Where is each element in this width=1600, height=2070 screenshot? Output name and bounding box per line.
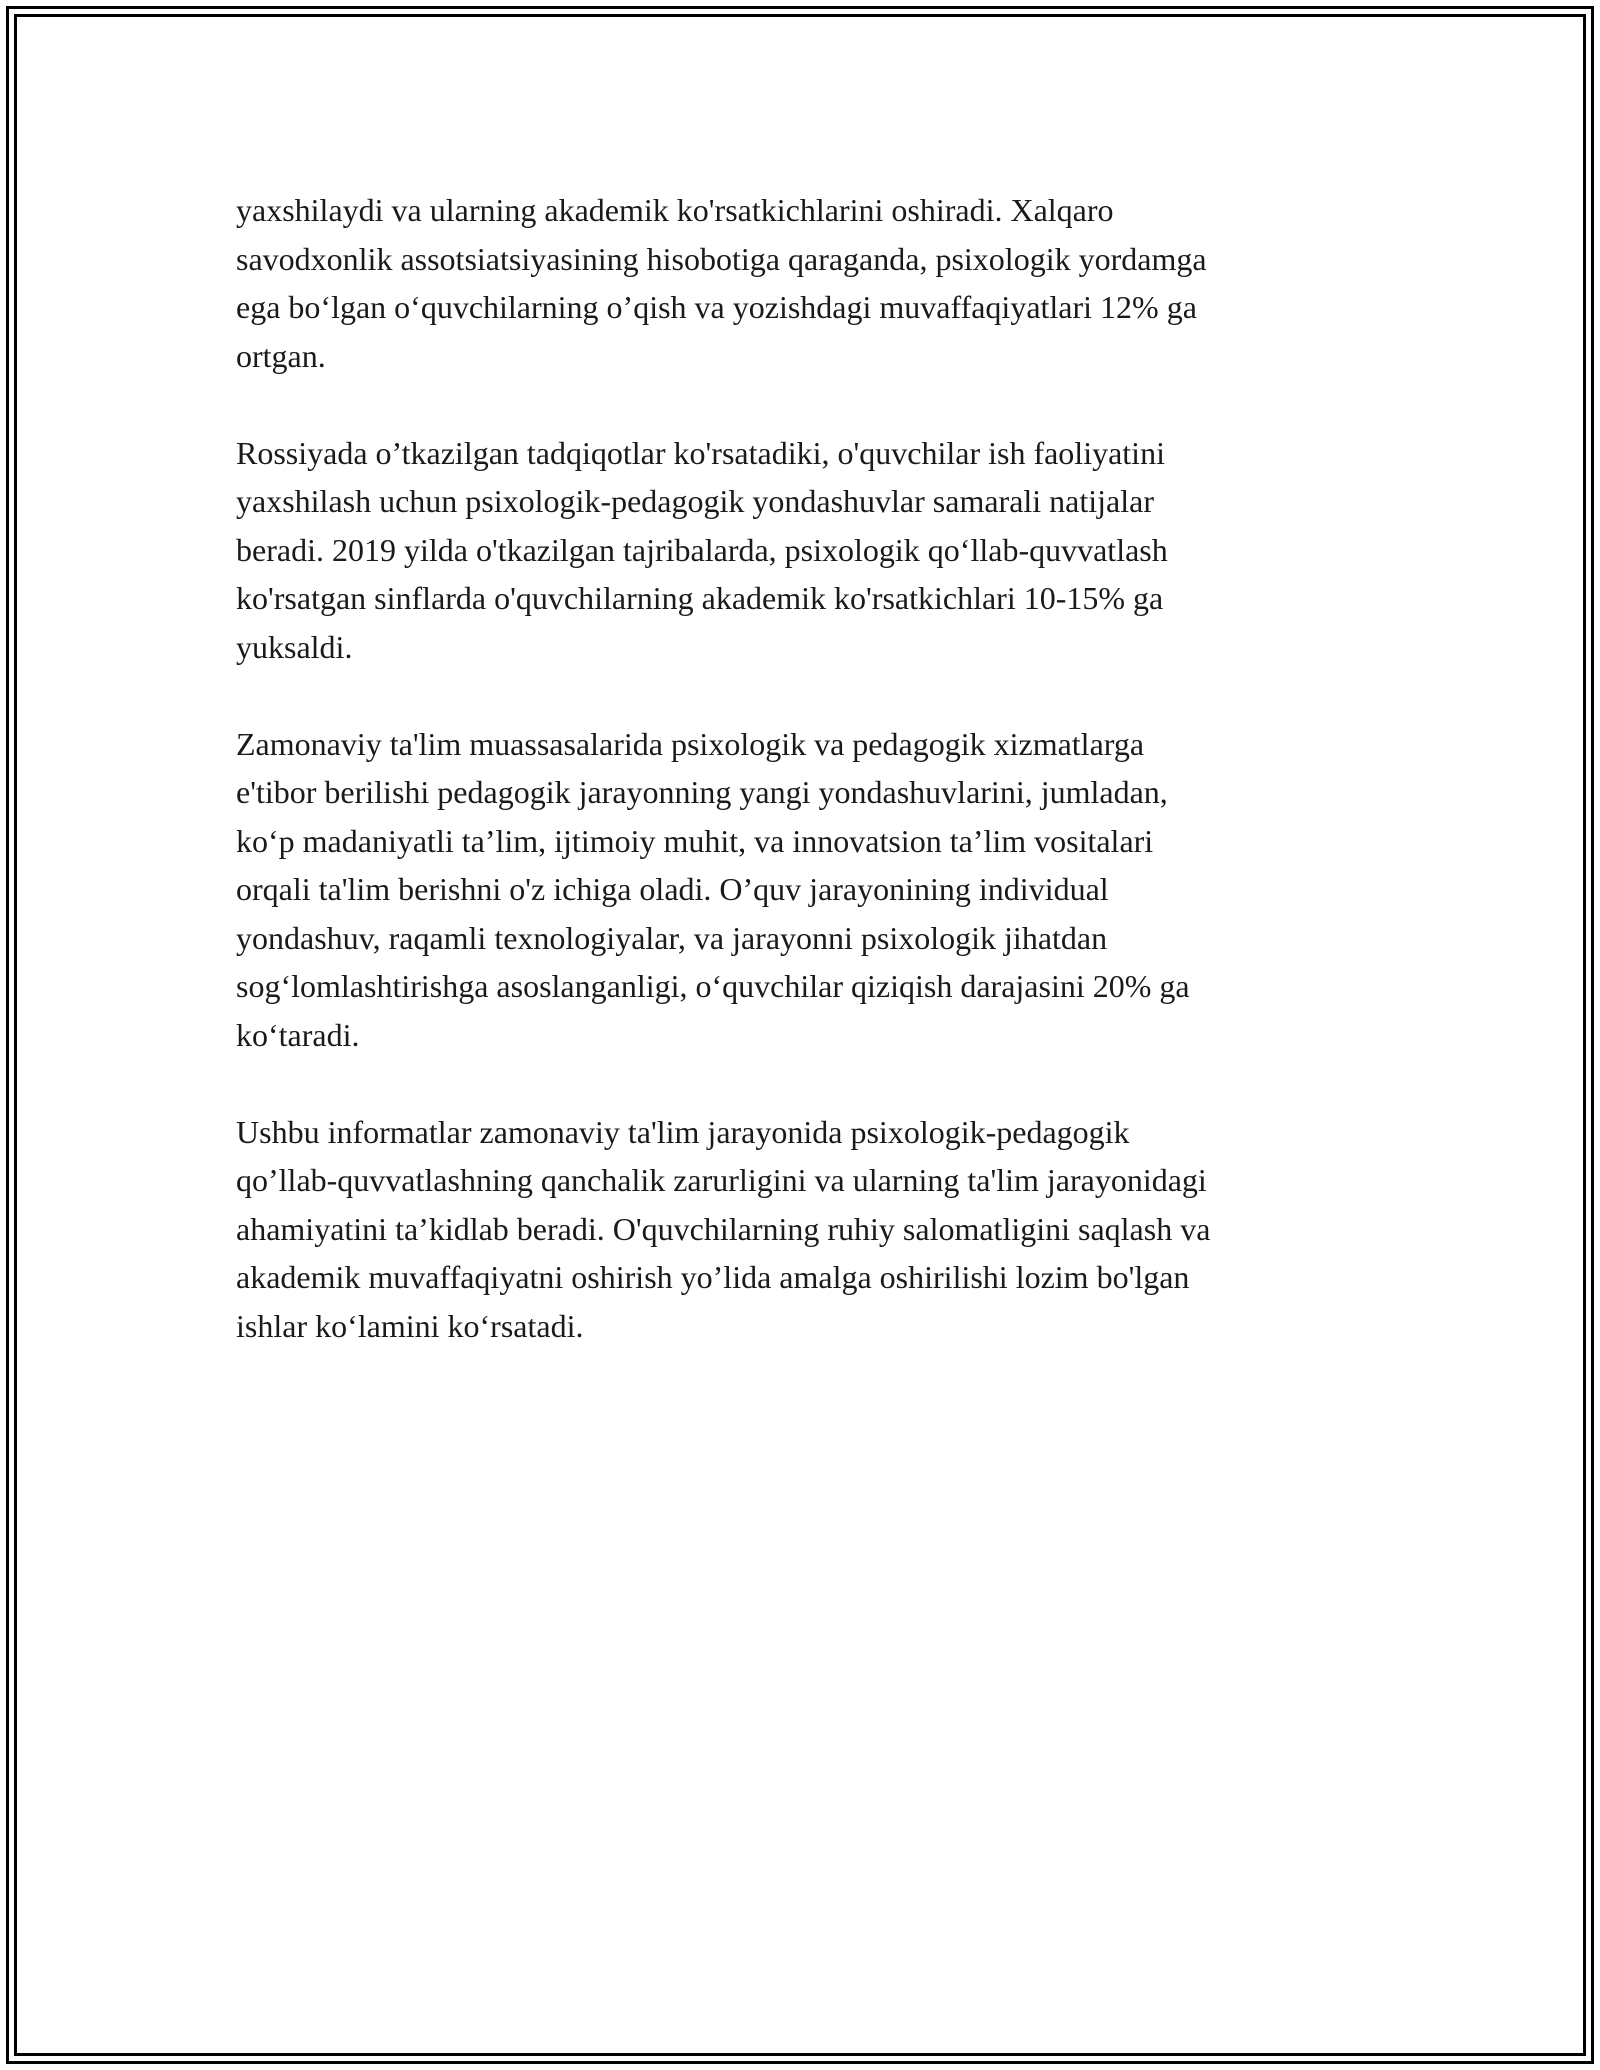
paragraph-2: Rossiyada o’tkazilgan tadqiqotlar ko'rsatadiki, o'quvchilar ish faoliyatini yaxshilash uchun psixologik-pedagogik yondashuvlar samarali natijalar beradi. 2019 yilda o'tkazilgan tajribalarda, psixologik qoʻllab-quvvatlash ko'rsatgan sinflarda o'quvchilarning akademik ko'rsatkichlari 10-15% ga yuksaldi. (236, 434, 1168, 665)
paragraph-3: Zamonaviy ta'lim muassasalarida psixologik va pedagogik xizmatlarga e'tibor berilishi pedagogik jarayonning yangi yondashuvlarini, jumladan, koʻp madaniyatli ta’lim, ijtimoiy muhit, va innovatsion ta’lim vositalari orqali ta'lim berishni o'z ichiga oladi. O’quv jarayonining individual yondashuv, raqamli texnologiyalar, va jarayonni psixologik jihatdan sogʻlomlashtirishga asoslanganligi, oʻquvchilar qiziqish darajasini 20% ga koʻtaradi. (236, 725, 1190, 1053)
paragraph-1: yaxshilaydi va ularning akademik ko'rsatkichlarini oshiradi. Xalqaro savodxonlik assotsiatsiyasining hisobotiga qaraganda, psixologik yordamga ega boʻlgan oʻquvchilarning o’qish va yozishdagi muvaffaqiyatlari 12% ga ortgan. (236, 192, 1207, 374)
document-body (236, 186, 1366, 1399)
paragraph-4: Ushbu informatlar zamonaviy ta'lim jarayonida psixologik-pedagogik qo’llab-quvvatlashning qanchalik zarurligini va ularning ta'lim jarayonidagi ahamiyatini ta’kidlab beradi. O'quvchilarning ruhiy salomatligini saqlash va akademik muvaffaqiyatni oshirish yo’lida amalga oshirilishi lozim bo'lgan ishlar koʻlamini koʻrsatadi. (236, 1113, 1211, 1344)
